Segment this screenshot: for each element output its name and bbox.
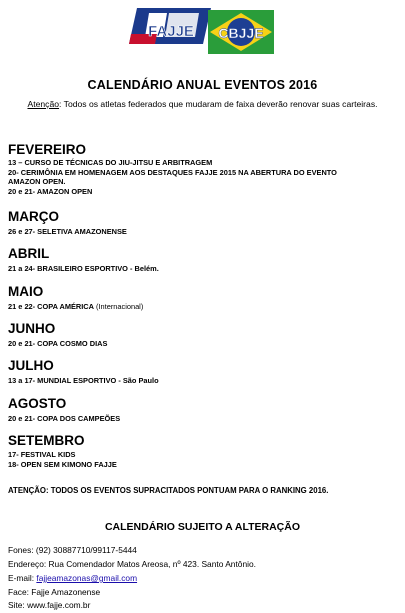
- event-item: 17- FESTIVAL KIDS: [8, 450, 76, 459]
- event-item: 20 e 21- COPA DOS CAMPEÕES: [8, 414, 121, 423]
- event-item: 26 e 27- SELETIVA AMAZONENSE: [8, 227, 127, 236]
- month-heading-julho: JULHO: [8, 358, 54, 373]
- contact-address: Endereço: Rua Comendador Matos Areosa, nº 423. Santo Antônio.: [8, 559, 256, 569]
- event-item: 21 e 22- COPA AMÉRICA: [8, 302, 94, 311]
- event-item-location: - Belém.: [127, 264, 159, 273]
- month-heading-maio: MAIO: [8, 284, 44, 299]
- attention-label: Atenção: [27, 99, 60, 109]
- event-item-location: - São Paulo: [116, 376, 159, 385]
- event-item: 20 e 21- COPA COSMO DIAS: [8, 339, 108, 348]
- event-list-abril: [8, 264, 398, 274]
- month-heading-setembro: SETEMBRO: [8, 433, 85, 448]
- event-item: 13 – CURSO DE TÉCNICAS DO JIU-JITSU E ARBITRAGEM: [8, 158, 213, 167]
- cbjje-logo: [206, 8, 276, 56]
- event-item: 13 a 17- MUNDIAL ESPORTIVO: [8, 376, 117, 385]
- contact-facebook: Face: Fajje Amazonense: [8, 587, 101, 597]
- ranking-note: ATENÇÃO: TODOS OS EVENTOS SUPRACITADOS PONTUAM PARA O RANKING 2016.: [8, 486, 329, 495]
- event-list-maio: [8, 302, 398, 312]
- event-list-junho: [8, 339, 398, 349]
- fajje-logo: [127, 6, 213, 46]
- contact-site: Site: www.fajje.com.br: [8, 600, 91, 610]
- month-heading-abril: ABRIL: [8, 246, 50, 261]
- subject-to-change-note: CALENDÁRIO SUJEITO A ALTERAÇÃO: [104, 521, 301, 533]
- event-item-note: (Internacional): [93, 302, 144, 311]
- contact-phones: Fones: (92) 30887710/99117-5444: [8, 545, 137, 555]
- event-item: 20 e 21- AMAZON OPEN: [8, 186, 93, 196]
- email-label: E-mail:: [8, 573, 37, 583]
- svg-text:CBJJE: CBJJE: [218, 25, 264, 41]
- event-list-fevereiro: [8, 158, 398, 196]
- event-item: AMAZON OPEN.: [8, 177, 66, 187]
- attention-note: [0, 99, 405, 109]
- page-title: CALENDÁRIO ANUAL EVENTOS 2016: [87, 78, 318, 92]
- svg-text:FAJJE: FAJJE: [148, 23, 194, 40]
- event-item: 18- OPEN SEM KIMONO FAJJE: [8, 459, 117, 469]
- attention-text: : Todos os atletas federados que mudaram de faixa deverão renovar suas carteiras.: [59, 99, 378, 109]
- month-heading-marco: MARÇO: [8, 209, 59, 224]
- header-logos: [0, 4, 405, 64]
- month-heading-agosto: AGOSTO: [8, 396, 67, 411]
- event-list-marco: [8, 227, 398, 237]
- month-heading-fevereiro: FEVEREIRO: [8, 142, 87, 157]
- event-list-setembro: [8, 450, 398, 469]
- email-link[interactable]: fajjeamazonas@gmail.com: [36, 573, 138, 583]
- month-heading-junho: JUNHO: [8, 321, 56, 336]
- event-item: 21 a 24- BRASILEIRO ESPORTIVO: [8, 264, 128, 273]
- event-item: 20- CERIMÔNIA EM HOMENAGEM AOS DESTAQUES FAJJE 2015 NA ABERTURA DO EVENTO: [8, 167, 337, 177]
- contact-email: [8, 573, 137, 583]
- event-list-agosto: [8, 414, 398, 424]
- event-list-julho: [8, 376, 398, 386]
